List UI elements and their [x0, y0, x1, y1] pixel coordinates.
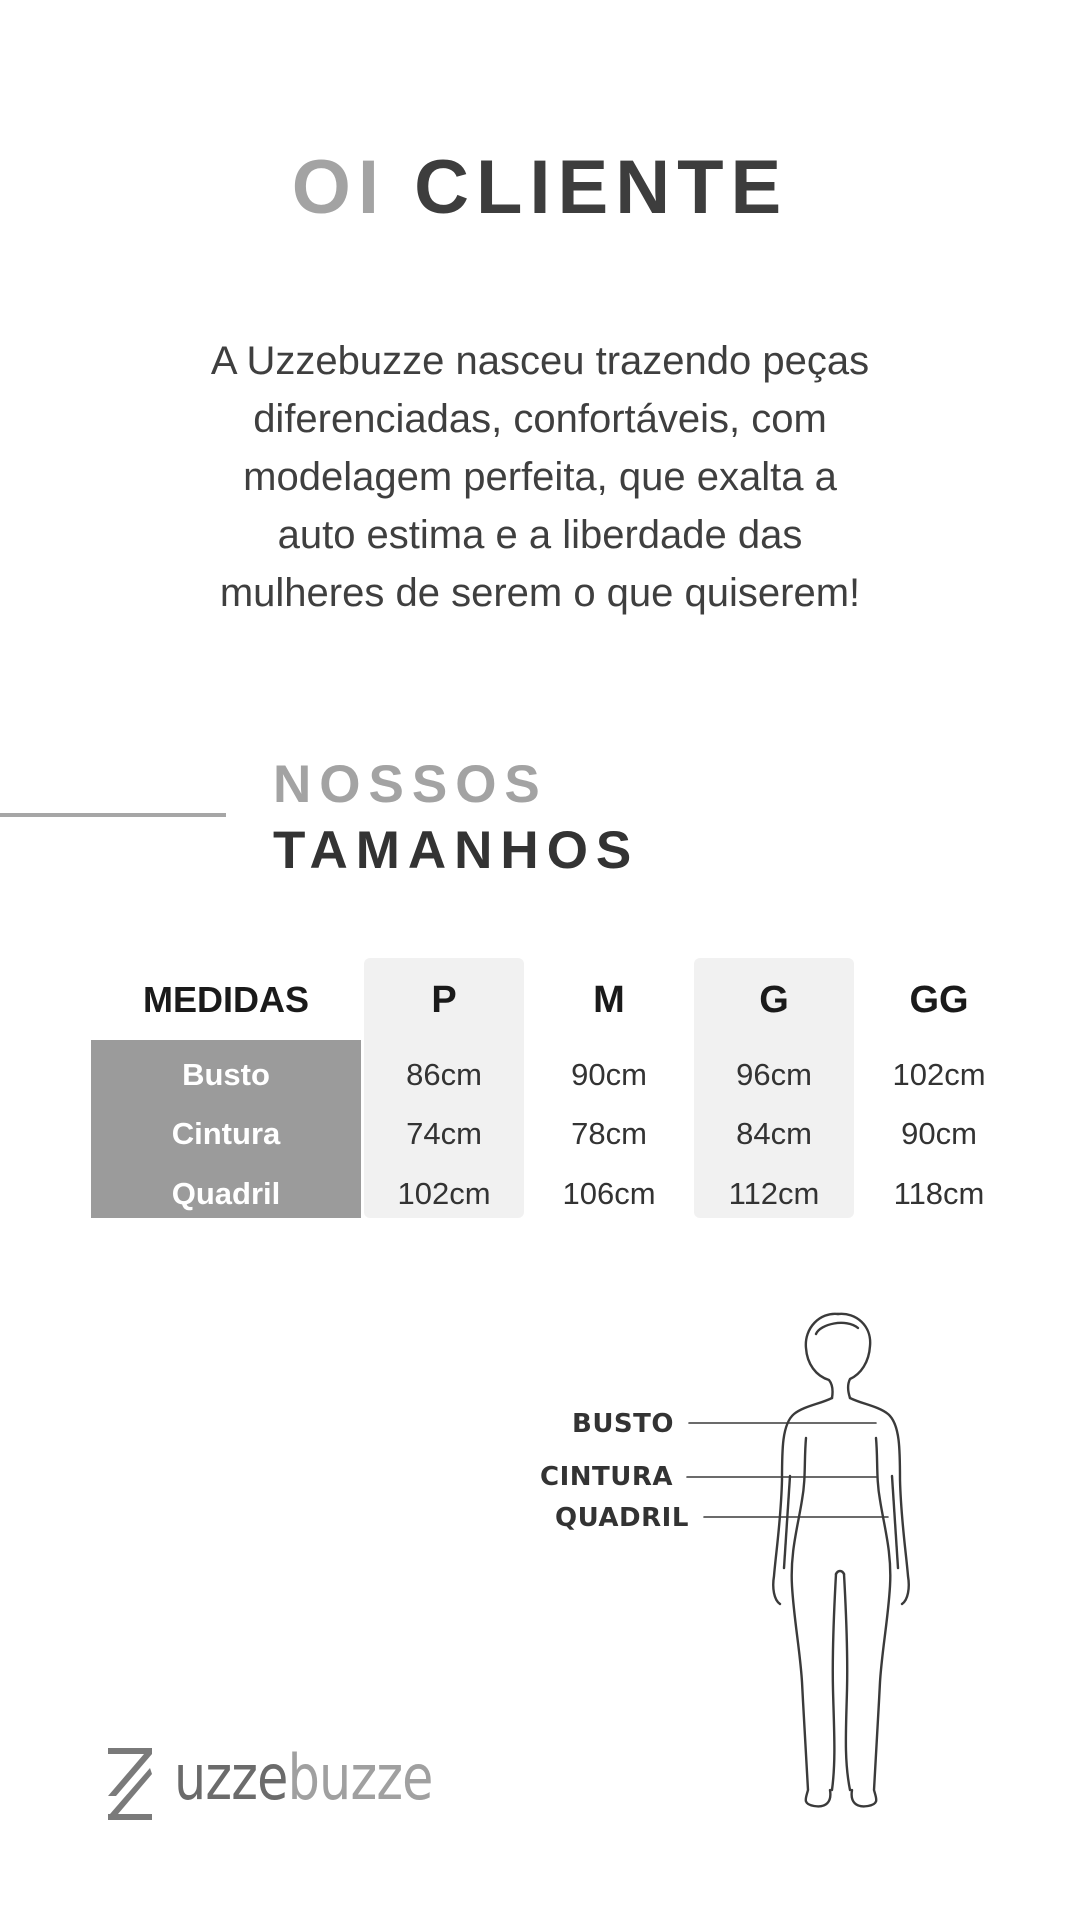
table-cell: 86cm [406, 1057, 482, 1092]
section-divider [0, 813, 226, 817]
table-header-medidas: MEDIDAS [142, 979, 309, 1020]
brand-wordmark-part1: uzze [174, 1741, 288, 1814]
sizes-title [273, 752, 639, 884]
headline-dark: CLIENTE [414, 145, 789, 230]
intro-line: A Uzzebuzze nasceu trazendo peças [210, 339, 870, 383]
figure-label-waist: CINTURA [540, 1462, 674, 1492]
sizes-title-light: NOSSOS [273, 755, 548, 814]
figure-label-bust: BUSTO [572, 1409, 674, 1439]
table-cell: 102cm [397, 1176, 491, 1211]
intro-line: mulheres de serem o que quiserem! [219, 571, 861, 615]
table-header-size: G [759, 979, 789, 1021]
row-label-cintura: Cintura [171, 1116, 281, 1151]
intro-paragraph [140, 332, 940, 622]
table-cell: 112cm [728, 1176, 820, 1211]
table-cell: 102cm [892, 1057, 986, 1092]
table-cell: 74cm [406, 1116, 482, 1151]
table-header-size: GG [909, 979, 969, 1021]
table-cell: 84cm [736, 1116, 812, 1151]
intro-line: modelagem perfeita, que exalta a [243, 455, 837, 499]
table-cell: 118cm [893, 1176, 985, 1211]
headline-light: OI [291, 145, 386, 230]
row-label-quadril: Quadril [171, 1176, 281, 1211]
table-header-size: P [431, 979, 457, 1021]
table-cell: 96cm [736, 1057, 812, 1092]
intro-line: auto estima e a liberdade das [277, 513, 803, 557]
table-cell: 106cm [562, 1176, 656, 1211]
table-header-size: M [593, 979, 625, 1021]
brand-wordmark-part2: buzze [287, 1741, 433, 1814]
brand-mark-icon [106, 1746, 154, 1822]
body-measure-diagram [520, 1290, 940, 1830]
table-cell: 90cm [571, 1057, 647, 1092]
intro-line: diferenciadas, confortáveis, com [253, 397, 827, 441]
sizes-title-dark: TAMANHOS [273, 821, 640, 880]
table-cell: 78cm [571, 1116, 647, 1151]
size-table [91, 958, 997, 1218]
figure-label-hip: QUADRIL [555, 1503, 689, 1533]
page-headline [0, 145, 1080, 230]
female-silhouette-icon [520, 1290, 940, 1830]
table-cell: 90cm [901, 1116, 977, 1151]
brand-logo [106, 1742, 446, 1822]
row-label-busto: Busto [182, 1057, 270, 1092]
brand-wordmark [174, 1742, 433, 1814]
